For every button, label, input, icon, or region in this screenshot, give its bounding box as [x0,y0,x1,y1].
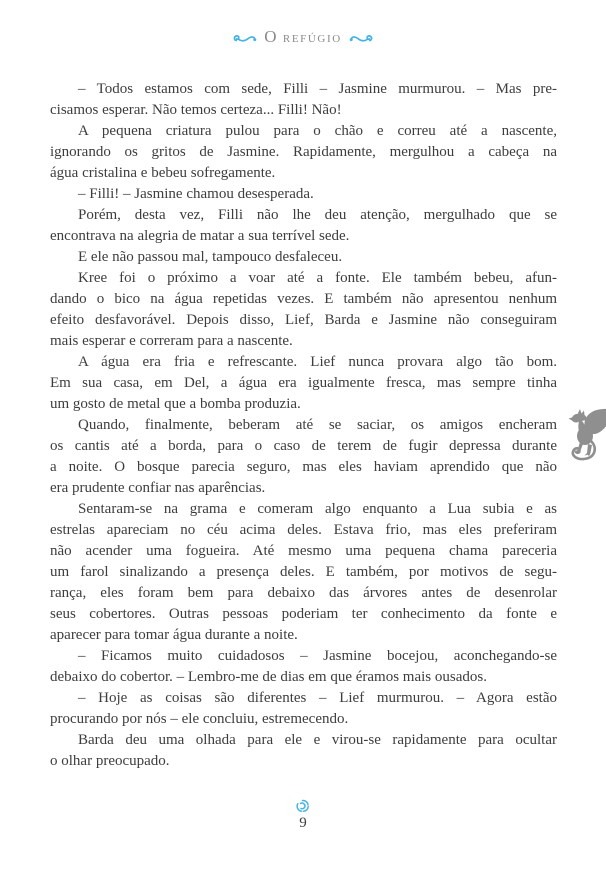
text-line: estrelas apareciam no céu acima deles. Estava frio, mas eles preferiram [50,522,557,538]
text-line: água cristalina e bebeu sofregamente. [50,165,276,181]
header-flourish-left-icon [233,32,257,45]
text-line: aparecer para tomar água durante a noite. [50,627,298,643]
paragraph [50,415,557,499]
text-line: – Hoje as coisas são diferentes – Lief murmurou. – Agora estão [78,690,557,706]
text-line: os cantis até a borda, para o caso de terem de fugir depressa durante [50,438,557,454]
text-line: Quando, finalmente, beberam até se saciar, os amigos encheram [78,417,557,433]
paragraph [50,121,557,184]
text-line: – Todos estamos com sede, Filli – Jasmine murmurou. – Mas pre- [78,81,557,97]
text-line: Sentaram-se na grama e comeram algo enquanto a Lua subia e as [78,501,557,517]
paragraph [50,184,557,205]
text-line: encontrava na alegria de matar a sua terrível sede. [50,228,350,244]
paragraph [50,268,557,352]
paragraph [50,688,557,730]
text-line: dando o bico na água repetidas vezes. E também não apresentou nenhum [50,291,557,307]
paragraph [50,730,557,772]
text-line: – Filli! – Jasmine chamou desesperada. [78,186,314,202]
text-line: ignorando os gritos de Jasmine. Rapidamente, mergulhou a cabeça na [50,144,557,160]
text-line: E ele não passou mal, tampouco desfaleceu. [78,249,343,265]
paragraph [50,499,557,646]
knot-ornament-icon [0,799,606,813]
text-line: mais esperar e correram para a nascente. [50,333,293,349]
text-line: Porém, desta vez, Filli não lhe deu atenção, mergulhado que se [78,207,557,223]
text-line: Barda deu uma olhada para ele e virou-se rapidamente para ocultar [78,732,557,748]
paragraph [50,205,557,247]
paragraph [50,79,557,121]
chapter-title: O REFÚGIO [264,27,342,46]
text-line: cisamos esperar. Não temos certeza... Filli! Não! [50,102,342,118]
text-line: Em sua casa, em Del, a água era igualmente fresca, mas sempre tinha [50,375,557,391]
text-line: debaixo do cobertor. – Lembro-me de dias em que éramos mais ousados. [50,669,487,685]
text-line: a noite. O bosque parecia seguro, mas eles haviam aprendido que não [50,459,557,475]
text-line: A pequena criatura pulou para o chão e correu até a nascente, [78,123,557,139]
text-line: seus cobertores. Outras pessoas poderiam ter conhecimento da fonte e [50,606,557,622]
dragon-icon [568,406,606,464]
text-line: um farol sinalizando a presença deles. E também, por motivos de segu- [50,564,557,580]
text-line: procurando por nós – ele concluiu, estremecendo. [50,711,349,727]
text-line: – Ficamos muito cuidadosos – Jasmine bocejou, aconchegando-se [78,648,557,664]
paragraph [50,247,557,268]
page-number: 9 [299,815,307,831]
text-line: A água era fria e refrescante. Lief nunca provara algo tão bom. [78,354,557,370]
running-head [0,28,606,48]
text-line: um gosto de metal que a bomba produzia. [50,396,301,412]
text-line: rança, eles foram bem para debaixo das árvores antes de desenrolar [50,585,557,601]
text-line: o olhar preocupado. [50,753,170,769]
text-line: efeito desfavorável. Depois disso, Lief, Barda e Jasmine não conseguiram [50,312,557,328]
text-line: era prudente confiar nas aparências. [50,480,266,496]
text-block [50,79,557,772]
header-flourish-right-icon [349,32,373,45]
paragraph [50,352,557,415]
text-line: não acender uma fogueira. Até mesmo uma pequena chama pareceria [50,543,557,559]
text-line: Kree foi o próximo a voar até a fonte. Ele também bebeu, afun- [78,270,557,286]
paragraph [50,646,557,688]
